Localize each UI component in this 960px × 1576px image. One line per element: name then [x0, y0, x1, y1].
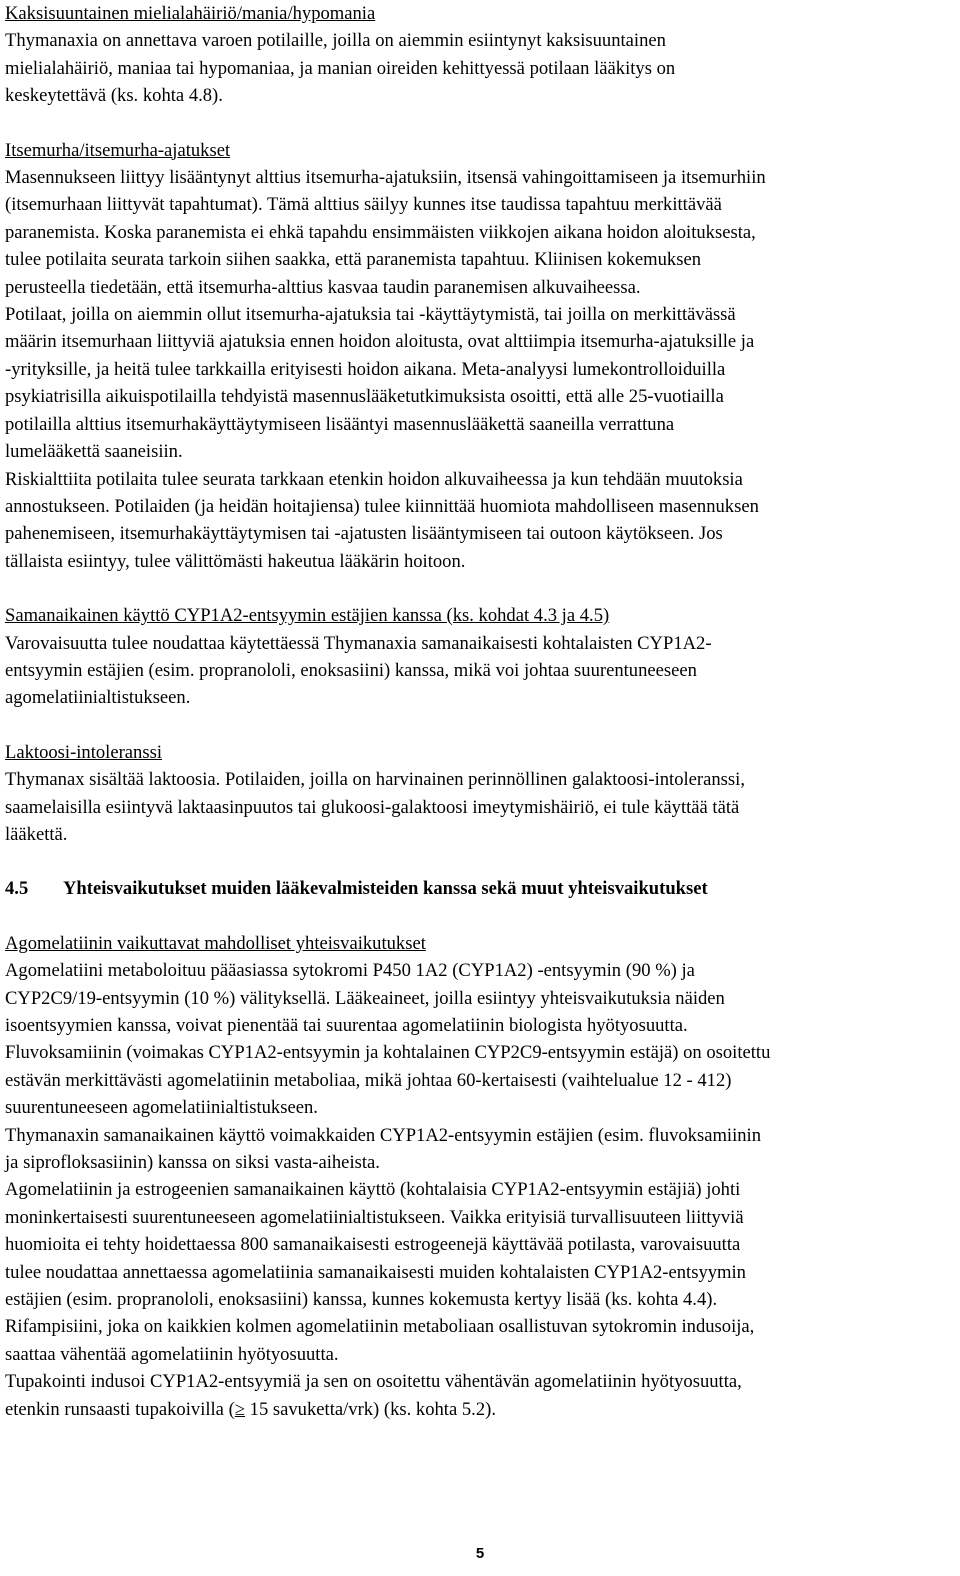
cyp-section	[5, 602, 955, 712]
paragraph-line: Agomelatiini metaboloituu pääasiassa sytokromi P450 1A2 (CYP1A2) -entsyymin (90 %) ja	[5, 960, 695, 982]
paragraph-line: isoentsyymien kanssa, voivat pienentää tai suurentaa agomelatiinin biologista hyötyosuutta.	[5, 1015, 688, 1036]
paragraph-line: tulee potilaita seurata tarkoin siihen saakka, että paranemista tapahtuu. Kliinisen kokemuksen	[5, 249, 702, 271]
paragraph-line: annostukseen. Potilaiden (ja heidän hoitajiensa) tulee kiinnittää huomiota mahdolliseen masennuksen	[5, 495, 759, 517]
paragraph-line: huomioita ei tehty hoidettaessa 800 samanaikaisesti estrogeenejä käyttävää potilasta, varovaisuutta	[5, 1234, 741, 1256]
paragraph-line: perusteella tiedetään, että itsemurha-alttius kasvaa taudin paranemisen alkuvaiheessa.	[5, 276, 641, 298]
page-number: 5	[475, 1545, 485, 1562]
paragraph-line: Potilaat, joilla on aiemmin ollut itsemurha-ajatuksia tai -käyttäytymistä, tai joilla on merkittävässä	[5, 304, 736, 326]
paragraph-line: psykiatrisilla aikuispotilailla tehdyistä masennuslääketutkimuksista osoitti, että alle 25-vuotiailla	[5, 386, 724, 408]
paragraph-line: estäjien (esim. propranololi, enoksasiini) kanssa, kunnes kokemusta kertyy lisää (ks. kohta 4.4).	[5, 1289, 718, 1311]
paragraph-line: Thymanax sisältää laktoosia. Potilaiden, joilla on harvinainen perinnöllinen galaktoosi-intoleranssi,	[5, 769, 745, 791]
paragraph-line: -yrityksille, ja heitä tulee tarkkailla erityisesti hoidon aikana. Meta-analyysi lumekontrolloiduilla	[5, 358, 726, 380]
paragraph-line: entsyymin estäjien (esim. propranololi, enoksasiini) kanssa, mikä voi johtaa suurentuneeseen	[5, 659, 697, 681]
paragraph-line: Riskialttiita potilaita tulee seurata tarkkaan etenkin hoidon alkuvaiheessa ja kun tehdään muutoksia	[5, 468, 743, 490]
paragraph-line: mielialahäiriö, maniaa tai hypomaniaa, ja manian oireiden kehittyessä potilaan lääkitys on	[5, 57, 676, 79]
paragraph-line: Thymanaxia on annettava varoen potilaille, joilla on aiemmin esiintynyt kaksisuuntainen	[5, 30, 666, 52]
paragraph-line: Agomelatiinin ja estrogeenien samanaikainen käyttö (kohtalaisia CYP1A2-entsyymin estäjiä) johti	[5, 1179, 741, 1201]
paragraph-line: estävän merkittävästi agomelatiinin metaboliaa, mikä johtaa 60-kertaisesti (vaihtelualue 12 - 412)	[5, 1069, 732, 1091]
paragraph-line: Fluvoksamiinin (voimakas CYP1A2-entsyymin ja kohtalainen CYP2C9-entsyymin estäjä) on osoitettu	[5, 1042, 771, 1064]
paragraph-line: (itsemurhaan liittyvät tapahtumat). Tämä alttius säilyy kunnes itse taudissa tapahtuu merkittävää	[5, 194, 722, 216]
interactions-heading: Agomelatiinin vaikuttavat mahdolliset yhteisvaikutukset	[5, 932, 426, 954]
paragraph-line: paranemista. Koska paranemista ei ehkä tapahdu ensimmäisten viikkojen aikana hoidon aloituksesta,	[5, 221, 756, 243]
section-number: 4.5	[5, 878, 29, 900]
paragraph-line: ja siprofloksasiinin) kanssa on siksi vasta-aiheista.	[5, 1152, 380, 1174]
paragraph-line: lääkettä.	[5, 823, 68, 845]
line-suffix: 15 savuketta/vrk) (ks. kohta 5.2).	[245, 1398, 496, 1420]
paragraph-line: Varovaisuutta tulee noudattaa käytettäessä Thymanaxia samanaikaisesti kohtalaisten CYP1A2-	[5, 632, 712, 654]
paragraph-line: CYP2C9/19-entsyymin (10 %) välityksellä. Lääkeaineet, joilla esiintyy yhteisvaikutuksia näiden	[5, 987, 725, 1009]
paragraph-line: Thymanaxin samanaikainen käyttö voimakkaiden CYP1A2-entsyymin estäjien (esim. fluvoksamiinin	[5, 1124, 761, 1146]
paragraph-line: tulee noudattaa annettaessa agomelatiinia samanaikaisesti muiden kohtalaisten CYP1A2-entsyymin	[5, 1261, 746, 1283]
paragraph-line: moninkertaisesti suurentuneeseen agomelatiinialtistukseen. Vaikka erityisiä turvallisuuteen liittyviä	[5, 1206, 744, 1228]
document-page	[5, 0, 955, 1423]
paragraph-line: Rifampisiini, joka on kaikkien kolmen agomelatiinin metaboliaan osallistuvan sytokromin indusoija,	[5, 1316, 755, 1338]
section-4-5-title	[5, 875, 955, 902]
bipolar-section	[5, 0, 955, 110]
line-prefix: etenkin runsaasti tupakoivilla (	[5, 1398, 235, 1420]
paragraph-line: saamelaisilla esiintyvä laktaasinpuutos tai glukoosi-galaktoosi imeytymishäiriö, ei tule käyttää tätä	[5, 796, 740, 818]
lactose-section	[5, 739, 955, 849]
paragraph-line: potilailla alttius itsemurhakäyttäytymiseen lisääntyi masennuslääkettä saaneilla verrattuna	[5, 413, 675, 435]
paragraph-line: keskeytettävä (ks. kohta 4.8).	[5, 85, 223, 107]
paragraph-line	[5, 1396, 955, 1423]
paragraph-line: Masennukseen liittyy lisääntynyt alttius itsemurha-ajatuksiin, itsensä vahingoittamiseen ja itsemurhiin	[5, 167, 766, 189]
cyp-heading: Samanaikainen käyttö CYP1A2-entsyymin estäjien kanssa (ks. kohdat 4.3 ja 4.5)	[5, 605, 610, 627]
paragraph-line: suurentuneeseen agomelatiinialtistukseen.	[5, 1097, 318, 1119]
paragraph-line: määrin itsemurhaan liittyviä ajatuksia ennen hoidon aloitusta, ovat alttiimpia itsemurha-ajatuksille ja	[5, 331, 755, 353]
paragraph-line: Tupakointi indusoi CYP1A2-entsyymiä ja sen on osoitettu vähentävän agomelatiinin hyötyosuutta,	[5, 1371, 742, 1393]
paragraph-line: pahenemiseen, itsemurhakäyttäytymisen tai -ajatusten lisääntymiseen tai outoon käytökseen. Jos	[5, 523, 723, 545]
suicide-section	[5, 137, 955, 576]
paragraph-line: saattaa vähentää agomelatiinin hyötyosuutta.	[5, 1343, 339, 1365]
bipolar-heading: Kaksisuuntainen mielialahäiriö/mania/hypomania	[5, 3, 376, 24]
greater-equal-symbol: ≥	[234, 1398, 245, 1420]
interactions-section	[5, 930, 955, 1423]
suicide-heading: Itsemurha/itsemurha-ajatukset	[5, 139, 231, 161]
paragraph-line: tällaista esiintyy, tulee välittömästi hakeutua lääkärin hoitoon.	[5, 550, 466, 572]
lactose-heading: Laktoosi-intoleranssi	[5, 741, 162, 763]
paragraph-line: agomelatiinialtistukseen.	[5, 687, 191, 709]
section-title-text: Yhteisvaikutukset muiden lääkevalmisteiden kanssa sekä muut yhteisvaikutukset	[63, 878, 708, 900]
paragraph-line: lumelääkettä saaneisiin.	[5, 441, 183, 463]
